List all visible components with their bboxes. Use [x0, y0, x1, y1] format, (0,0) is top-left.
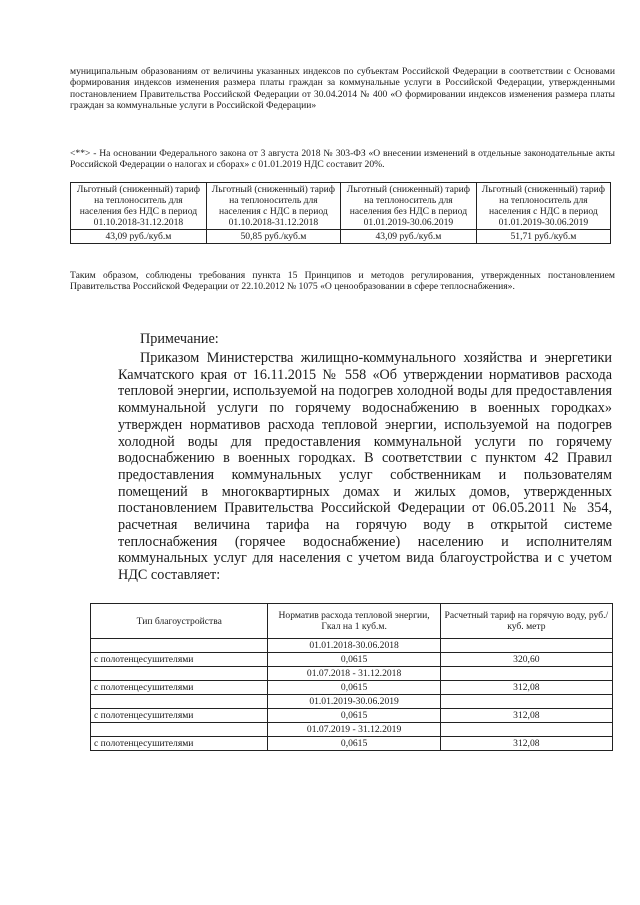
- norm-tariff-cell: 312,08: [440, 737, 612, 751]
- norm-value-cell: 0,0615: [268, 653, 440, 667]
- norm-period-label: 01.07.2019 - 31.12.2019: [268, 723, 440, 737]
- norm-data-row: [91, 653, 613, 667]
- paragraph-conclusion: Таким образом, соблюдены требования пункта 15 Принципов и методов регулирования, утвержденных постановлением Правительства Российской Федерации от 22.10.2012 № 1075 «О ценообразовании в сфере теплоснабжения».: [70, 270, 615, 293]
- note-title: Примечание:: [140, 331, 219, 347]
- tariff-header-cell: Льготный (сниженный) тариф на теплоноситель для населения без НДС в период 01.01.2019-30.06.2019: [340, 183, 476, 230]
- norm-period-spacer: [440, 667, 612, 681]
- norm-data-row: [91, 681, 613, 695]
- tariff-table: [70, 182, 611, 244]
- norm-tariff-cell: 312,08: [440, 709, 612, 723]
- norm-header-type: Тип благоустройства: [91, 604, 268, 639]
- norm-value-cell: 0,0615: [268, 737, 440, 751]
- norm-table-header-row: [91, 604, 613, 639]
- norm-tariff-cell: 312,08: [440, 681, 612, 695]
- norm-period-row: [91, 723, 613, 737]
- norm-period-spacer: [440, 639, 612, 653]
- paragraph-indices: муниципальным образованиям от величины указанных индексов по субъектам Российской Федерации в соответствии с Основами формирования индексов изменения размера платы граждан за коммунальные услуги в Российской Федерации, утвержденными постановлением Правительства Российской Федерации от 30.04.2014 № 400 «О формировании индексов изменения размера платы граждан за коммунальные услуги в Российской Федерации»: [70, 66, 615, 112]
- norm-value-cell: 0,0615: [268, 709, 440, 723]
- tariff-header-cell: Льготный (сниженный) тариф на теплоноситель для населения с НДС в период 01.01.2019-30.06.2019: [476, 183, 610, 230]
- tariff-header-cell: Льготный (сниженный) тариф на теплоноситель для населения без НДС в период 01.10.2018-31.12.2018: [71, 183, 207, 230]
- footnote-vat: <**> - На основании Федерального закона от 3 августа 2018 № 303-ФЗ «О внесении изменений в отдельные законодательные акты Российской Федерации о налогах и сборах» с 01.01.2019 НДС составит 20%.: [70, 148, 615, 171]
- tariff-table-values-row: [71, 230, 611, 244]
- norm-type-cell: с полотенцесушителями: [91, 737, 268, 751]
- norm-period-spacer: [91, 695, 268, 709]
- norm-period-spacer: [91, 667, 268, 681]
- norm-header-norm: Норматив расхода тепловой энергии, Гкал на 1 куб.м.: [268, 604, 440, 639]
- tariff-value-cell: 43,09 руб./куб.м: [340, 230, 476, 244]
- norm-type-cell: с полотенцесушителями: [91, 681, 268, 695]
- norm-period-label: 01.01.2019-30.06.2019: [268, 695, 440, 709]
- norm-period-spacer: [440, 723, 612, 737]
- norm-header-tariff: Расчетный тариф на горячую воду, руб./куб. метр: [440, 604, 612, 639]
- norm-table: [90, 603, 613, 751]
- tariff-value-cell: 50,85 руб./куб.м: [206, 230, 340, 244]
- norm-type-cell: с полотенцесушителями: [91, 653, 268, 667]
- tariff-header-cell: Льготный (сниженный) тариф на теплоноситель для населения с НДС в период 01.10.2018-31.12.2018: [206, 183, 340, 230]
- norm-value-cell: 0,0615: [268, 681, 440, 695]
- note-body: Приказом Министерства жилищно-коммунального хозяйства и энергетики Камчатского края от 16.11.2015 № 558 «Об утверждении нормативов расхода тепловой энергии, используемой на подогрев холодной воды для предоставления коммунальной услуги по горячему водоснабжению в военных городках» утвержден нормативов расхода тепловой энергии, используемой на подогрев холодной воды для предоставления коммунальной услуги по горячему водоснабжению в военных городках. В соответствии с пунктом 42 Правил предоставления коммунальных услуг собственникам и пользователям помещений в многоквартирных домах и жилых домов, утвержденных постановлением Правительства Российской Федерации от 06.05.2011 № 354, расчетная величина тарифа на горячую воду в открытой системе теплоснабжения (горячее водоснабжение) населению и исполнителям коммунальных услуг для населения с учетом вида благоустройства и с учетом НДС составляет:: [118, 350, 612, 584]
- tariff-value-cell: 43,09 руб./куб.м: [71, 230, 207, 244]
- tariff-value-cell: 51,71 руб./куб.м: [476, 230, 610, 244]
- norm-period-spacer: [440, 695, 612, 709]
- norm-period-label: 01.07.2018 - 31.12.2018: [268, 667, 440, 681]
- norm-type-cell: с полотенцесушителями: [91, 709, 268, 723]
- norm-data-row: [91, 737, 613, 751]
- norm-tariff-cell: 320,60: [440, 653, 612, 667]
- norm-period-label: 01.01.2018-30.06.2018: [268, 639, 440, 653]
- norm-period-spacer: [91, 639, 268, 653]
- norm-period-spacer: [91, 723, 268, 737]
- tariff-table-header-row: [71, 183, 611, 230]
- norm-period-row: [91, 695, 613, 709]
- norm-period-row: [91, 667, 613, 681]
- norm-period-row: [91, 639, 613, 653]
- norm-data-row: [91, 709, 613, 723]
